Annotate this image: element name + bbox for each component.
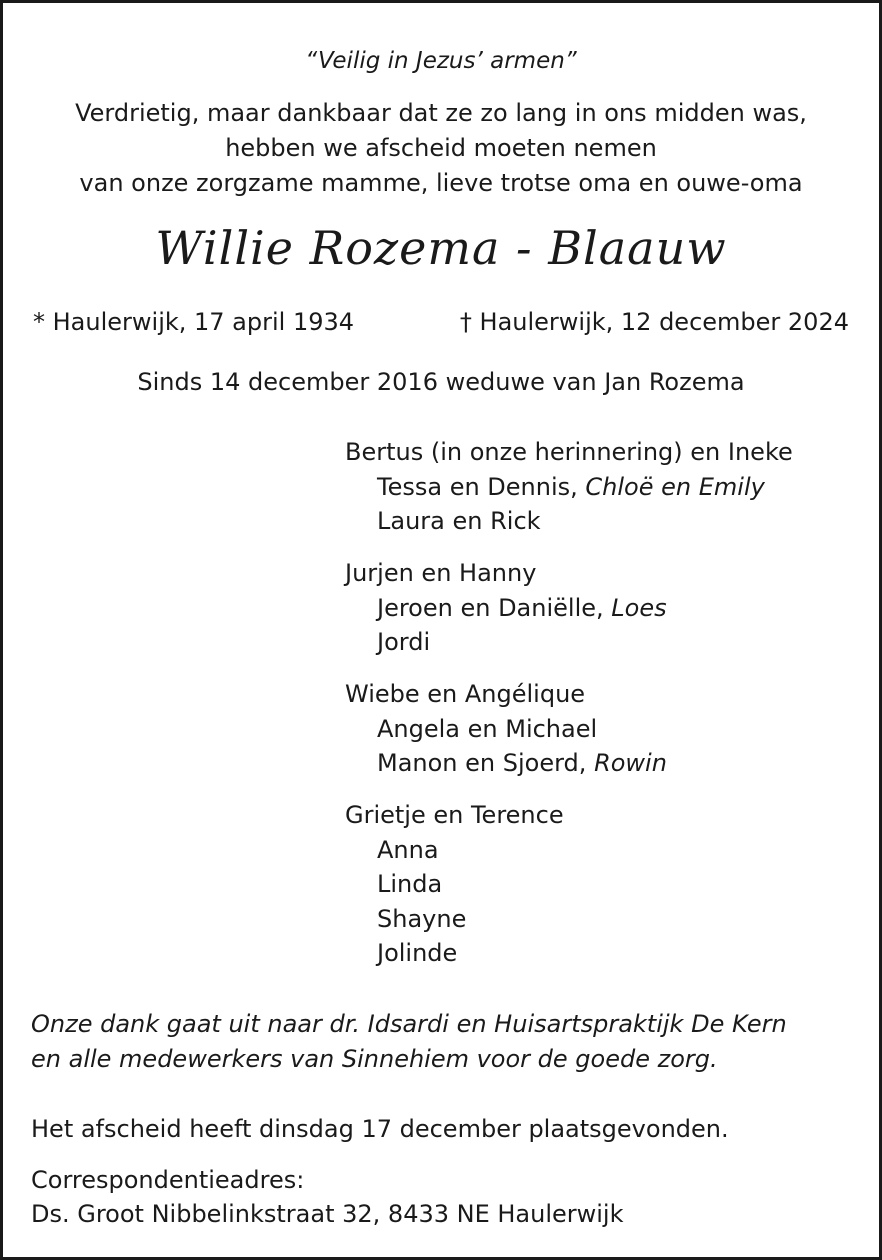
member-kids: Rowin <box>594 749 667 777</box>
intro-line-2: hebben we afscheid moeten nemen <box>225 134 657 162</box>
death-info: † Haulerwijk, 12 december 2024 <box>459 308 849 336</box>
member-name: Tessa en Dennis, <box>377 472 578 501</box>
family-member <box>345 902 865 937</box>
thanks-line-1: Onze dank gaat uit naar dr. Idsardi en Huisartspraktijk De Kern <box>31 1010 787 1038</box>
family-member <box>345 504 865 539</box>
member-name: Laura en Rick <box>377 507 541 535</box>
family-head: Wiebe en Angélique <box>345 680 586 708</box>
family-member <box>345 625 865 660</box>
intro-line-3: van onze zorgzame mamme, lieve trotse oma en ouwe-oma <box>79 169 803 197</box>
member-name: Jordi <box>377 628 431 656</box>
family-member <box>345 833 865 868</box>
family-member <box>345 867 865 902</box>
member-name: Shayne <box>377 904 467 933</box>
family-group <box>345 435 865 539</box>
correspondence-address: Ds. Groot Nibbelinkstraat 32, 8433 NE Haulerwijk <box>31 1200 624 1228</box>
member-kids: Loes <box>611 593 667 622</box>
member-name: Jolinde <box>377 939 458 967</box>
member-name: Manon en Sjoerd, <box>377 749 587 777</box>
family-member <box>345 712 865 747</box>
correspondence-label: Correspondentieadres: <box>31 1166 305 1194</box>
deceased-name: Willie Rozema - Blaauw <box>155 221 727 275</box>
intro-line-1: Verdrietig, maar dankbaar dat ze zo lang in ons midden was, <box>75 99 807 127</box>
member-name: Linda <box>377 870 443 898</box>
family-group <box>345 556 865 660</box>
widow-info: Sinds 14 december 2016 weduwe van Jan Rozema <box>137 368 745 396</box>
family-member <box>345 591 865 626</box>
family-head: Bertus (in onze herinnering) en Ineke <box>345 438 793 466</box>
family-head: Grietje en Terence <box>345 801 564 829</box>
member-name: Jeroen en Daniëlle, <box>377 593 604 622</box>
family-head: Jurjen en Hanny <box>345 559 537 587</box>
family-member <box>345 936 865 971</box>
member-kids: Chloë en Emily <box>585 472 765 501</box>
member-name: Angela en Michael <box>377 714 598 743</box>
member-name: Anna <box>377 835 439 864</box>
farewell-note: Het afscheid heeft dinsdag 17 december plaatsgevonden. <box>31 1115 729 1143</box>
quote: “Veilig in Jezus’ armen” <box>305 48 577 74</box>
family-group <box>345 798 865 971</box>
birth-info: * Haulerwijk, 17 april 1934 <box>33 308 355 336</box>
family-member <box>345 746 865 781</box>
family-member <box>345 470 865 505</box>
family-group <box>345 677 865 781</box>
thanks-line-2: en alle medewerkers van Sinnehiem voor de goede zorg. <box>31 1045 718 1073</box>
